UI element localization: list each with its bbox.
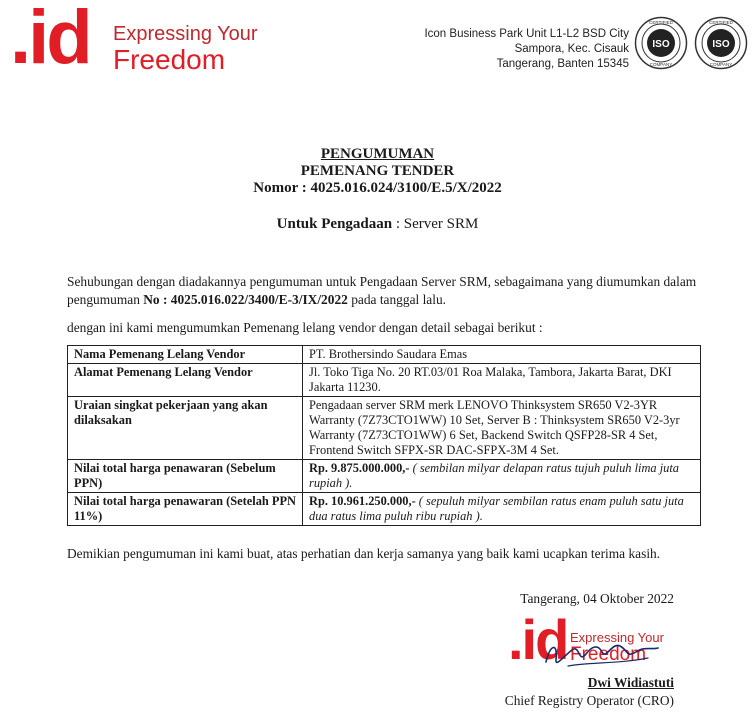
title-line-1: PENGUMUMAN bbox=[320, 146, 435, 162]
row-label: Alamat Pemenang Lelang Vendor bbox=[68, 364, 303, 397]
table-row bbox=[68, 346, 701, 364]
iso-badge-center-text: ISO bbox=[652, 39, 670, 50]
table-row bbox=[68, 493, 701, 526]
table-row bbox=[68, 364, 701, 397]
stamp-mark: .id bbox=[508, 608, 568, 671]
iso-badge-top-text: CERTIFIED bbox=[649, 20, 673, 25]
logo-tagline-2: Freedom bbox=[113, 44, 226, 75]
row-value: Jl. Toko Tiga No. 20 RT.03/01 Roa Malaka, Tambora, Jakarta Barat, DKI Jakarta 11230. bbox=[303, 364, 701, 397]
announcement-title bbox=[0, 146, 755, 197]
handwritten-signature-icon bbox=[528, 624, 678, 674]
iso-badge-bottom-text: COMPANY bbox=[709, 62, 733, 67]
row-label: Uraian singkat pekerjaan yang akan dilaksakan bbox=[68, 397, 303, 460]
row-value bbox=[303, 460, 701, 493]
company-address bbox=[424, 27, 629, 72]
iso-badge-top-text: CERTIFIED bbox=[709, 20, 733, 25]
price-in-words: ( sepuluh milyar sembilan ratus enam puluh satu juta dua ratus lima puluh ribu rupiah ). bbox=[309, 494, 684, 523]
price-amount: Rp. 9.875.000.000,- bbox=[309, 461, 410, 475]
table-row bbox=[68, 460, 701, 493]
address-line: Sampora, Kec. Cisauk bbox=[514, 43, 629, 55]
stamp-tagline-2: Freedom bbox=[570, 644, 647, 665]
subject-value: Server SRM bbox=[403, 216, 479, 232]
price-in-words: ( sembilan milyar delapan ratus tujuh puluh lima juta rupiah ). bbox=[309, 461, 680, 490]
signer-name: Dwi Widiastuti bbox=[587, 675, 674, 690]
table-row bbox=[68, 397, 701, 460]
lead-paragraph: dengan ini kami mengumumkan Pemenang lelang vendor dengan detail sebagai berikut : bbox=[67, 320, 543, 335]
price-amount: Rp. 10.961.250.000,- bbox=[309, 494, 416, 508]
row-label: Nilai total harga penawaran (Sebelum PPN) bbox=[68, 460, 303, 493]
row-value: Pengadaan server SRM merk LENOVO Thinksystem SR650 V2-3YR Warranty (7Z73CTO1WW) 10 Set, Server B : Thinksystem SR650 V2-3yr Warranty (7Z73CTO1WW) 6 Set, Backend Switch QSFP28-SR 4 Set, Frontend Switch SFPX-SR DAC-SFPX-3M 4 Set. bbox=[303, 397, 701, 460]
row-value bbox=[303, 493, 701, 526]
intro-text-a: Sehubungan dengan diadakannya pengumuman untuk Pengadaan Server SRM, sebagaimana yang diumumkan dalam pengumuman bbox=[67, 274, 697, 307]
signer-role: Chief Registry Operator (CRO) bbox=[504, 693, 674, 708]
iso-badge-center-text: ISO bbox=[712, 39, 730, 50]
iso-certified-badge-icon bbox=[634, 16, 688, 70]
stamp-tagline-1: Expressing Your bbox=[570, 630, 664, 645]
title-line-2: PEMENANG TENDER bbox=[300, 163, 455, 179]
row-value: PT. Brothersindo Saudara Emas bbox=[303, 346, 701, 364]
announcement-number: Nomor : 4025.016.024/3100/E.5/X/2022 bbox=[253, 180, 502, 196]
procurement-subject bbox=[0, 216, 755, 233]
closing-paragraph: Demikian pengumuman ini kami buat, atas perhatian dan kerja samanya yang baik kami ucapkan terima kasih. bbox=[67, 546, 661, 561]
company-logo bbox=[10, 0, 258, 80]
intro-text-b: pada tanggal lalu. bbox=[347, 292, 447, 307]
row-label: Nilai total harga penawaran (Setelah PPN 11%) bbox=[68, 493, 303, 526]
subject-label: Untuk Pengadaan bbox=[276, 216, 393, 232]
place-and-date: Tangerang, 04 Oktober 2022 bbox=[520, 591, 674, 606]
address-line: Tangerang, Banten 15345 bbox=[496, 58, 629, 70]
row-label: Nama Pemenang Lelang Vendor bbox=[68, 346, 303, 364]
intro-reference-number: No : 4025.016.022/3400/E-3/IX/2022 bbox=[143, 292, 348, 307]
iso-badge-bottom-text: COMPANY bbox=[649, 62, 673, 67]
logo-mark: .id bbox=[10, 0, 90, 80]
winner-detail-table bbox=[67, 345, 701, 526]
logo-tagline-1: Expressing Your bbox=[113, 23, 258, 45]
intro-paragraph bbox=[67, 273, 707, 309]
iso-certified-badge-icon bbox=[694, 16, 748, 70]
address-line: Icon Business Park Unit L1-L2 BSD City bbox=[424, 28, 629, 40]
subject-separator: : bbox=[392, 216, 404, 232]
